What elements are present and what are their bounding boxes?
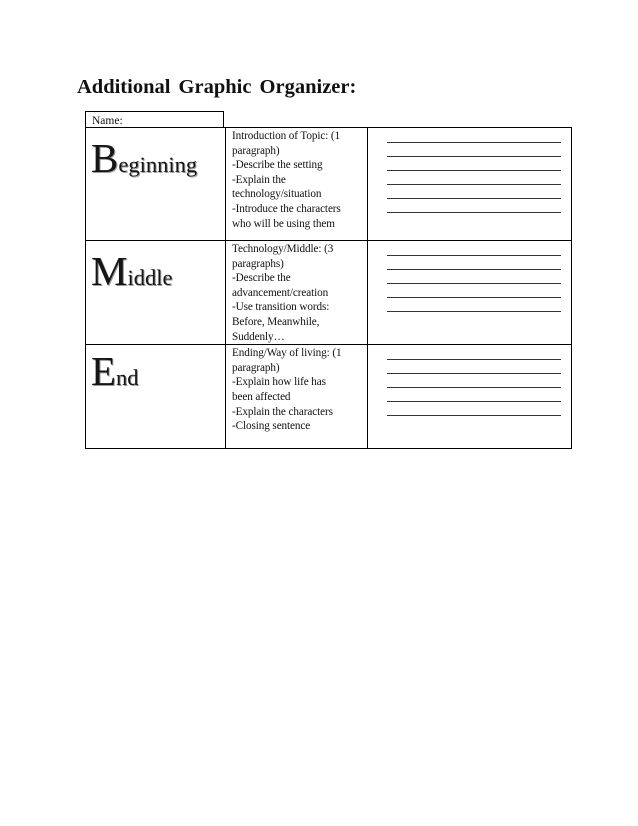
description-line: -Describe the setting bbox=[232, 159, 323, 172]
description-line: Technology/Middle: (3 bbox=[232, 243, 334, 255]
writing-lines-cell[interactable] bbox=[368, 128, 572, 241]
description-line: Introduction of Topic: (1 bbox=[232, 130, 341, 142]
description-line: -Explain the characters bbox=[232, 405, 333, 418]
description-beginning bbox=[226, 128, 367, 231]
writing-lines-middle[interactable] bbox=[368, 241, 571, 312]
big-word-rest: nd bbox=[116, 365, 139, 391]
description-line: Before, Meanwhile, bbox=[232, 315, 320, 328]
big-word-initial: B bbox=[91, 135, 119, 181]
writing-line[interactable] bbox=[387, 402, 561, 416]
writing-line[interactable] bbox=[387, 284, 561, 298]
big-word-initial: E bbox=[91, 348, 117, 395]
writing-line[interactable] bbox=[387, 360, 561, 374]
description-line: Suddenly… bbox=[232, 330, 285, 343]
description-line: paragraph) bbox=[232, 144, 280, 157]
big-word-initial: M bbox=[91, 248, 128, 294]
writing-lines-cell[interactable] bbox=[368, 345, 572, 449]
description-line: -Explain the bbox=[232, 173, 286, 186]
description-line: paragraphs) bbox=[232, 257, 284, 270]
graphic-organizer-table bbox=[85, 127, 572, 449]
big-word-cell bbox=[86, 128, 226, 241]
big-word-rest: eginning bbox=[118, 152, 198, 177]
description-cell bbox=[226, 345, 368, 449]
writing-line[interactable] bbox=[387, 185, 561, 199]
writing-lines-cell[interactable] bbox=[368, 241, 572, 345]
description-line: -Explain how life has bbox=[232, 376, 326, 389]
description-line: technology/situation bbox=[232, 188, 322, 201]
description-line: been affected bbox=[232, 390, 291, 403]
description-line: -Introduce the characters bbox=[232, 202, 341, 215]
row-middle bbox=[86, 241, 572, 345]
big-word-cell bbox=[86, 345, 226, 449]
description-line: paragraph) bbox=[232, 361, 280, 374]
writing-line[interactable] bbox=[387, 388, 561, 402]
writing-line[interactable] bbox=[387, 256, 561, 270]
writing-line[interactable] bbox=[387, 374, 561, 388]
name-field-label: Name: bbox=[85, 111, 224, 128]
big-word-beginning bbox=[86, 134, 225, 182]
description-cell bbox=[226, 241, 368, 345]
row-end bbox=[86, 345, 572, 449]
big-word-cell bbox=[86, 241, 226, 345]
writing-line[interactable] bbox=[387, 157, 561, 171]
writing-line[interactable] bbox=[387, 298, 561, 312]
description-end bbox=[226, 345, 367, 434]
big-word-rest: iddle bbox=[127, 265, 173, 290]
description-middle bbox=[226, 241, 367, 344]
description-line: Ending/Way of living: (1 bbox=[232, 347, 342, 360]
description-line: who will be using them bbox=[232, 217, 335, 230]
big-word-end bbox=[86, 347, 225, 395]
description-line: -Closing sentence bbox=[232, 420, 311, 433]
description-cell bbox=[226, 128, 368, 241]
big-word-middle bbox=[86, 247, 225, 295]
description-line: -Describe the bbox=[232, 272, 291, 285]
writing-line[interactable] bbox=[387, 199, 561, 213]
writing-line[interactable] bbox=[387, 270, 561, 284]
description-line: advancement/creation bbox=[232, 286, 329, 299]
row-beginning bbox=[86, 128, 572, 241]
writing-lines-end[interactable] bbox=[368, 345, 571, 416]
writing-line[interactable] bbox=[387, 171, 561, 185]
page-title: Additional Graphic Organizer: bbox=[77, 76, 357, 98]
writing-line[interactable] bbox=[387, 143, 561, 157]
description-line: -Use transition words: bbox=[232, 301, 330, 314]
writing-lines-beginning[interactable] bbox=[368, 128, 571, 213]
